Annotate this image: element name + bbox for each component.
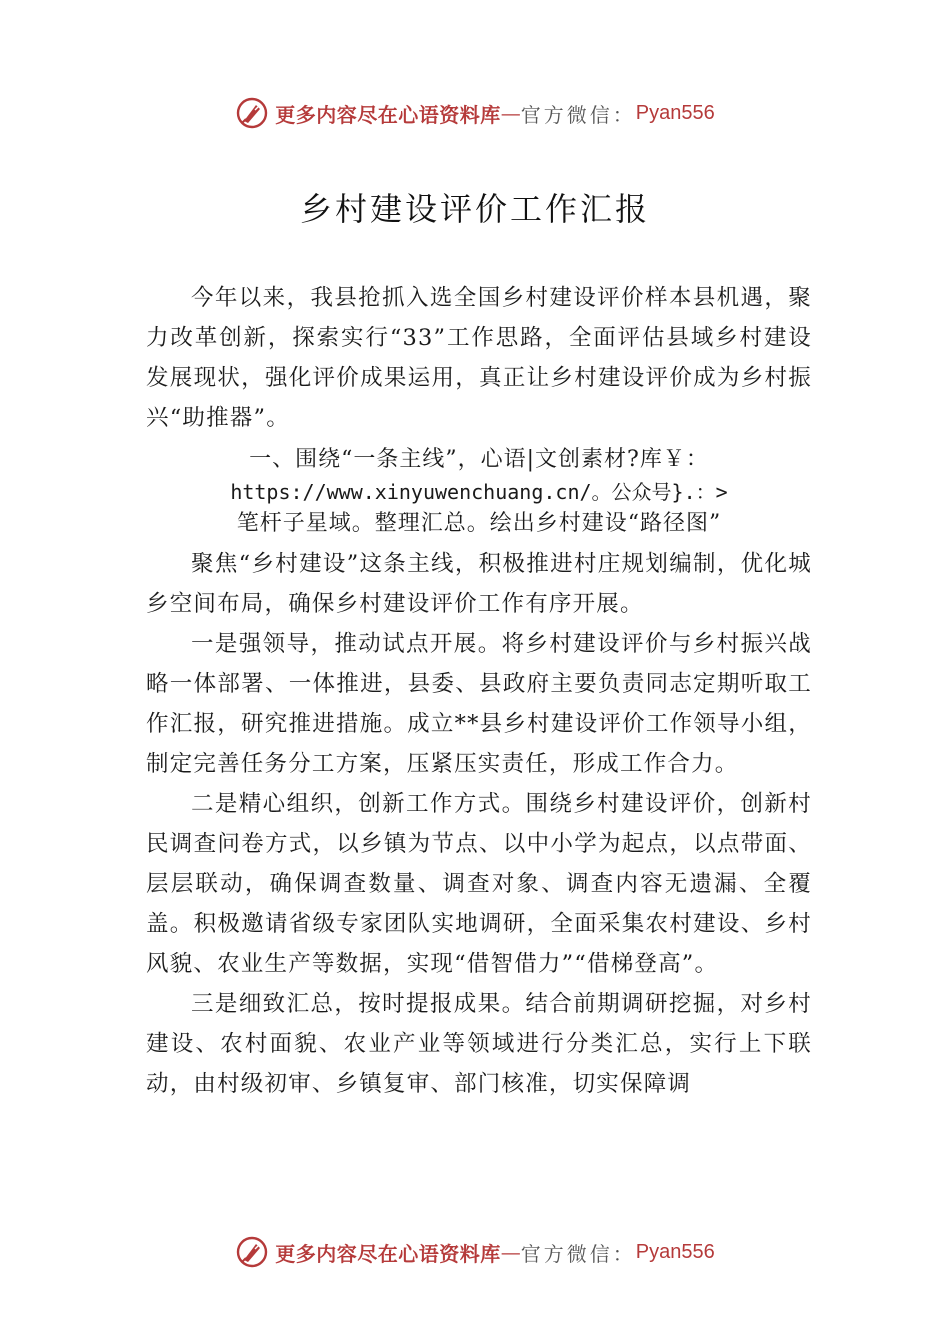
pen-nib-logo-icon xyxy=(235,1235,269,1269)
footer-main-text: 更多内容尽在心语资料库 xyxy=(275,1241,501,1266)
paragraph-organization: 二是精心组织，创新工作方式。围绕乡村建设评价，创新村民调查问卷方式，以乡镇为节点、以中小学为起点，以点带面、层层联动，确保调查数量、调查对象、调查内容无遗漏、全覆盖。积极邀请省级专家团队实地调研，全面采集农村建设、乡村风貌、农业生产等数据，实现“借智借力”“借梯登高”。 xyxy=(146,791,812,977)
footer-banner xyxy=(0,1232,950,1272)
intro-paragraph: 今年以来，我县抢抓入选全国乡村建设评价样本县机遇，聚力改革创新，探索实行“33”工作思路，全面评估县域乡村建设发展现状，强化评价成果运用，真正让乡村建设评价成为乡村振兴“助推器”。 xyxy=(146,285,812,431)
banner-main-text: 更多内容尽在心语资料库 xyxy=(275,102,501,127)
footer-wechat-id: Pyan556 xyxy=(635,1240,715,1263)
section-heading xyxy=(146,444,812,540)
section-heading-line-1: 一、围绕“一条主线”，心语|文创素材?库￥： xyxy=(249,447,709,472)
header-banner xyxy=(0,93,950,133)
footer-dash: — xyxy=(500,1240,521,1264)
document-title: 乡村建设评价工作汇报 xyxy=(299,190,650,228)
paragraph-focus: 聚焦“乡村建设”这条主线，积极推进村庄规划编制，优化城乡空间布局，确保乡村建设评价工作有序开展。 xyxy=(146,551,812,617)
pen-nib-logo-icon xyxy=(235,96,269,130)
banner-wechat-label: 官方微信： xyxy=(520,102,636,127)
footer-wechat-label: 官方微信： xyxy=(520,1241,636,1266)
paragraph-summary: 三是细致汇总，按时提报成果。结合前期调研挖掘，对乡村建设、农村面貌、农业产业等领域进行分类汇总，实行上下联动，由村级初审、乡镇复审、部门核准，切实保障调 xyxy=(146,991,812,1097)
banner-wechat-id: Pyan556 xyxy=(635,101,715,124)
section-heading-line-3: 笔杆子星域。整理汇总。绘出乡村建设“路径图” xyxy=(236,511,722,536)
paragraph-leadership: 一是强领导，推动试点开展。将乡村建设评价与乡村振兴战略一体部署、一体推进，县委、县政府主要负责同志定期听取工作汇报，研究推进措施。成立**县乡村建设评价工作领导小组，制定完善任务分工方案，压紧压实责任，形成工作合力。 xyxy=(146,631,812,777)
section-heading-line-2: https://www.xinyuwenchuang.cn/。公众号}.：> xyxy=(230,480,728,504)
banner-dash: — xyxy=(500,101,521,125)
document-body xyxy=(146,278,812,1104)
